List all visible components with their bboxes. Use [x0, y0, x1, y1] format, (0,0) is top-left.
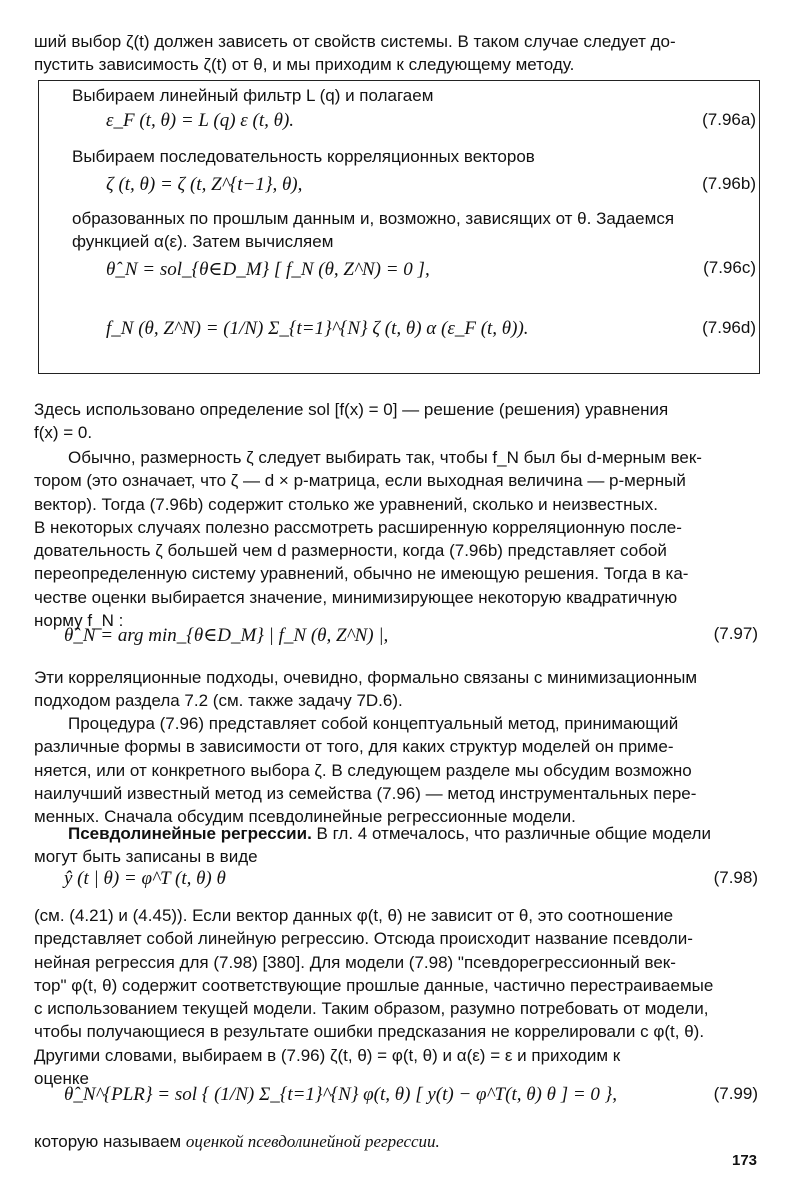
text-line: Обычно, размерность ζ следует выбирать так, чтобы f_N был бы d-мерным век-	[68, 448, 702, 467]
text-line: Процедура (7.96) представляет собой концептуальный метод, принимающий	[68, 714, 679, 733]
text-line: пустить зависимость ζ(t) от θ, и мы приходим к следующему методу.	[34, 55, 575, 75]
equation-7-96b	[106, 174, 756, 204]
text-line: наилучший известный метод из семейства (7.96) — метод инструментальных пере-	[34, 783, 697, 803]
equation-7-98	[64, 868, 758, 898]
correlation-paragraph	[34, 666, 762, 713]
equation-formula: θ̂_N = arg min_{θ∈D_M} | f_N (θ, Z^N) |,	[64, 625, 389, 646]
equation-number: (7.98)	[713, 868, 758, 887]
final-paragraph	[34, 1130, 762, 1153]
dimension-paragraph	[34, 446, 762, 632]
text-line: Эти корреляционные подходы, очевидно, формально связаны с минимизационным	[34, 668, 697, 687]
text-line: которую называем оценкой псевдолинейной регрессии.	[34, 1132, 440, 1151]
equation-formula: ε_F (t, θ) = L (q) ε (t, θ).	[106, 110, 295, 131]
equation-7-96d	[106, 318, 756, 348]
text-line: Здесь использовано определение sol [f(x) = 0] — решение (решения) уравнения	[34, 400, 669, 419]
text-line: чтобы получающиеся в результате ошибки предсказания не коррелировали с φ(t, θ).	[34, 1022, 705, 1042]
text-line: подходом раздела 7.2 (см. также задачу 7D.6).	[34, 691, 403, 711]
text-line: с использованием текущей модели. Таким образом, разумно потребовать от модели,	[34, 999, 709, 1019]
equation-number: (7.97)	[713, 624, 758, 643]
procedure-paragraph	[34, 712, 762, 828]
equation-formula: θ̂_N^{PLR} = sol { (1/N) Σ_{t=1}^{N} φ(t, θ) [ y(t) − φ^T(t, θ) θ ] = 0 },	[64, 1084, 618, 1105]
equation-number: (7.96d)	[702, 318, 756, 337]
equation-7-96c	[106, 258, 756, 288]
page-number: 173	[732, 1152, 758, 1169]
text-line: менных. Сначала обсудим псевдолинейные регрессионные модели.	[34, 807, 576, 827]
text-line: оценке	[34, 1069, 89, 1089]
text-line: вектор). Тогда (7.96b) содержит столько же уравнений, сколько и неизвестных.	[34, 494, 658, 514]
text-line: различные формы в зависимости от того, для каких структур моделей он приме-	[34, 737, 674, 757]
text-line: норму f_N :	[34, 611, 124, 631]
text-line: тором (это означает, что ζ — d × p-матрица, если выходная величина — p-мерный	[34, 471, 686, 491]
equation-number: (7.99)	[713, 1084, 758, 1103]
box-formed-lines: образованных по прошлым данным и, возможно, зависящих от θ. Задаемся функцией α(ε). Затем вычисляем	[72, 209, 675, 252]
equation-7-99	[64, 1084, 758, 1114]
text-line: нейная регрессия для (7.98) [380]. Для модели (7.98) "псевдорегрессионный век-	[34, 952, 676, 972]
box-filter-line: Выбираем линейный фильтр L (q) и полагаем	[72, 86, 434, 105]
text-line: довательность ζ большей чем d размерности, когда (7.96b) представляет собой	[34, 541, 667, 561]
equation-number: (7.96b)	[702, 174, 756, 193]
text-line: переопределенную систему уравнений, обычно не имеющую решения. Тогда в ка-	[34, 564, 689, 584]
equation-7-96a	[106, 110, 756, 140]
intro-paragraph	[34, 30, 762, 77]
text-line: няется, или от конкретного выбора ζ. В следующем разделе мы обсудим возможно	[34, 760, 692, 780]
text-line: (см. (4.21) и (4.45)). Если вектор данных φ(t, θ) не зависит от θ, это соотношение	[34, 906, 674, 925]
vector-paragraph	[34, 904, 762, 1090]
pseudolinear-paragraph	[34, 822, 762, 869]
equation-formula: ζ (t, θ) = ζ (t, Z^{t−1}, θ),	[106, 174, 303, 195]
equation-formula: ŷ (t | θ) = φ^T (t, θ) θ	[64, 868, 226, 889]
text-line: f(x) = 0.	[34, 423, 93, 443]
italic-term: оценкой псевдолинейной регрессии.	[185, 1132, 440, 1151]
text-line: могут быть записаны в виде	[34, 847, 258, 867]
box-seq-line: Выбираем последовательность корреляционных векторов	[72, 147, 535, 166]
text-line: ший выбор ζ(t) должен зависеть от свойств системы. В таком случае следует до-	[34, 32, 676, 51]
text-line: Псевдолинейные регрессии. В гл. 4 отмечалось, что различные общие модели	[68, 824, 711, 843]
equation-formula: θ̂_N = sol_{θ∈D_M} [ f_N (θ, Z^N) = 0 ],	[106, 259, 430, 280]
text-line: представляет собой линейную регрессию. Отсюда происходит название псевдоли-	[34, 929, 693, 949]
text-line: В некоторых случаях полезно рассмотреть расширенную корреляционную после-	[34, 517, 682, 537]
text-line: Другими словами, выбираем в (7.96) ζ(t, θ) = φ(t, θ) и α(ε) = ε и приходим к	[34, 1045, 621, 1065]
equation-formula: f_N (θ, Z^N) = (1/N) Σ_{t=1}^{N} ζ (t, θ) α (ε_F (t, θ)).	[106, 318, 529, 339]
section-heading: Псевдолинейные регрессии.	[68, 824, 312, 843]
text-line: честве оценки выбирается значение, минимизирующее некоторую квадратичную	[34, 587, 678, 607]
equation-number: (7.96c)	[703, 258, 756, 277]
equation-7-97	[64, 624, 758, 654]
sol-definition-paragraph	[34, 398, 762, 445]
equation-number: (7.96a)	[702, 110, 756, 129]
text-line: тор" φ(t, θ) содержит соответствующие прошлые данные, частично перестраиваемые	[34, 975, 714, 995]
